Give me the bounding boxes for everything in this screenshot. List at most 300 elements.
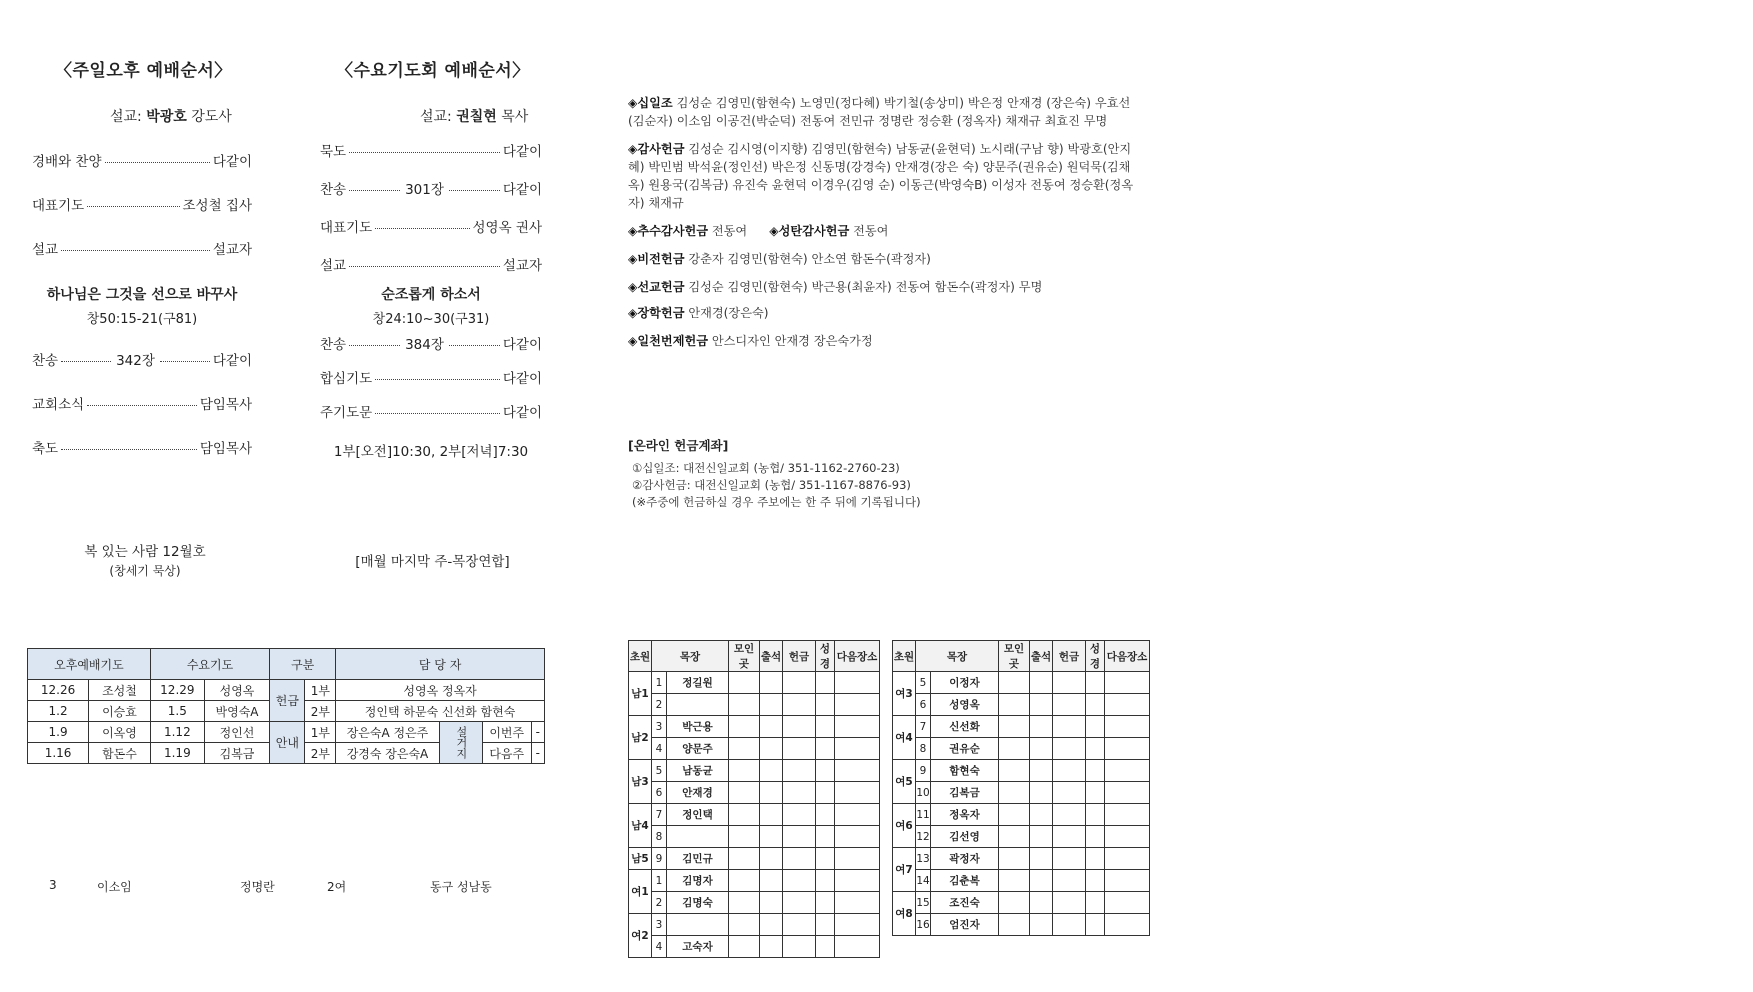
- attendance-header: 성경: [1086, 641, 1105, 672]
- dot-leader: [61, 449, 197, 450]
- table-row: [893, 760, 1150, 782]
- order-hymn: 301장: [405, 182, 444, 198]
- attendance-cell[interactable]: [760, 936, 783, 958]
- offerings-list: [628, 94, 1138, 350]
- table-row: [893, 694, 1150, 716]
- order-row: [320, 401, 542, 435]
- attendance-cell[interactable]: [816, 870, 835, 892]
- attendance-cell[interactable]: [1053, 760, 1086, 782]
- attendance-cell[interactable]: [1030, 716, 1053, 738]
- table-row: [629, 760, 880, 782]
- dot-leader: [375, 379, 500, 380]
- attendance-header: 목장: [916, 641, 999, 672]
- duty-header-person: 담 당 자: [336, 649, 545, 680]
- order-row: [320, 216, 542, 254]
- attendance-num: 8: [652, 826, 667, 848]
- order-row: [320, 333, 542, 367]
- attendance-cell[interactable]: [760, 782, 783, 804]
- attendance-cell[interactable]: [1086, 826, 1105, 848]
- attendance-leader: 정옥자: [931, 804, 999, 826]
- attendance-cell[interactable]: [783, 782, 816, 804]
- online-accounts: [628, 436, 1128, 511]
- attendance-leader: 조진숙: [931, 892, 999, 914]
- online-title: [온라인 헌금계좌]: [628, 438, 729, 453]
- attendance-cell[interactable]: [729, 760, 760, 782]
- attendance-cell[interactable]: [1086, 804, 1105, 826]
- attendance-cell[interactable]: [816, 848, 835, 870]
- attendance-leader: [667, 694, 729, 716]
- attendance-cell[interactable]: [1030, 914, 1053, 936]
- offering-label: ◈장학헌금: [628, 306, 685, 320]
- attendance-cell[interactable]: [760, 716, 783, 738]
- duty-header-row: [28, 649, 545, 680]
- attendance-cell[interactable]: [729, 936, 760, 958]
- attendance-cell[interactable]: [835, 870, 880, 892]
- attendance-cell[interactable]: [1030, 892, 1053, 914]
- attendance-cell[interactable]: [783, 760, 816, 782]
- attendance-cell[interactable]: [816, 672, 835, 694]
- attendance-cell[interactable]: [783, 826, 816, 848]
- attendance-cell[interactable]: [1105, 672, 1150, 694]
- attendance-cell[interactable]: [1105, 694, 1150, 716]
- offering-names: 안재경(장은숙): [688, 306, 769, 320]
- attendance-cell[interactable]: [783, 936, 816, 958]
- duty-name: 이옥영: [89, 722, 151, 743]
- order-leader: 다같이: [502, 182, 542, 198]
- attendance-num: 16: [916, 914, 931, 936]
- attendance-header: 다음장소: [835, 641, 880, 672]
- attendance-cell[interactable]: [729, 716, 760, 738]
- attendance-cell[interactable]: [760, 870, 783, 892]
- attendance-cell[interactable]: [999, 760, 1030, 782]
- order-row: [320, 140, 542, 178]
- duty-date: 12.29: [150, 680, 204, 701]
- attendance-leader: 김춘복: [931, 870, 999, 892]
- order-label: 주기도문: [320, 405, 373, 421]
- duty-dash: -: [531, 743, 544, 764]
- order-row: [32, 393, 252, 437]
- offering-label: ◈일천번제헌금: [628, 334, 709, 348]
- order-leader: 다같이: [502, 337, 542, 353]
- attendance-cell[interactable]: [816, 694, 835, 716]
- order-label: 대표기도: [320, 220, 373, 236]
- attendance-cell[interactable]: [1105, 914, 1150, 936]
- attendance-num: 11: [916, 804, 931, 826]
- attendance-cell[interactable]: [729, 914, 760, 936]
- attendance-group: 여8: [893, 892, 916, 936]
- service-times: 1부[오전]10:30, 2부[저녁]7:30: [333, 444, 529, 460]
- attendance-cell[interactable]: [1030, 870, 1053, 892]
- attendance-leader: 신선화: [931, 716, 999, 738]
- sunday-title: 〈주일오후 예배순서〉: [55, 61, 232, 81]
- attendance-cell[interactable]: [729, 694, 760, 716]
- attendance-cell[interactable]: [760, 760, 783, 782]
- attendance-cell[interactable]: [1053, 782, 1086, 804]
- attendance-cell[interactable]: [1086, 738, 1105, 760]
- table-row: [629, 716, 880, 738]
- attendance-cell[interactable]: [816, 738, 835, 760]
- attendance-table-left: [628, 640, 880, 958]
- attendance-cell[interactable]: [1086, 870, 1105, 892]
- table-row: [629, 694, 880, 716]
- duty-persons: 장은숙A 정은주: [336, 722, 440, 743]
- order-hymn: 342장: [116, 353, 155, 369]
- attendance-cell[interactable]: [1086, 694, 1105, 716]
- attendance-num: 5: [916, 672, 931, 694]
- duty-date: 1.16: [28, 743, 89, 764]
- attendance-cell[interactable]: [999, 848, 1030, 870]
- order-row: [32, 150, 252, 194]
- dot-leader: [87, 206, 179, 207]
- table-row: [893, 716, 1150, 738]
- duty-next-week: 다음주: [482, 743, 531, 764]
- attendance-cell[interactable]: [1105, 738, 1150, 760]
- table-row: [893, 870, 1150, 892]
- attendance-cell[interactable]: [1086, 782, 1105, 804]
- order-row: [32, 349, 252, 393]
- wednesday-message: [320, 284, 542, 327]
- attendance-cell[interactable]: [729, 870, 760, 892]
- table-row: [893, 914, 1150, 936]
- attendance-cell[interactable]: [760, 804, 783, 826]
- attendance-cell[interactable]: [729, 672, 760, 694]
- monthly-note: [매월 마지막 주-목장연합]: [355, 554, 510, 570]
- order-label: 합심기도: [320, 371, 373, 387]
- attendance-group: 여2: [629, 914, 652, 958]
- dot-leader: [349, 152, 500, 153]
- attendance-cell[interactable]: [783, 870, 816, 892]
- attendance-cell[interactable]: [1105, 826, 1150, 848]
- attendance-leader: 이정자: [931, 672, 999, 694]
- attendance-cell[interactable]: [783, 892, 816, 914]
- attendance-leader: 김명자: [667, 870, 729, 892]
- attendance-cell[interactable]: [1053, 914, 1086, 936]
- offering-label: ◈선교헌금: [628, 280, 685, 294]
- attendance-cell[interactable]: [1105, 716, 1150, 738]
- attendance-cell[interactable]: [999, 826, 1030, 848]
- dot-leader: [87, 405, 197, 406]
- attendance-table-right: [892, 640, 1150, 936]
- duty-table: [27, 648, 545, 764]
- wednesday-order-list: [320, 140, 542, 292]
- attendance-cell[interactable]: [1030, 782, 1053, 804]
- attendance-cell[interactable]: [760, 892, 783, 914]
- dot-leader: [61, 250, 210, 251]
- attendance-cell[interactable]: [783, 848, 816, 870]
- attendance-cell[interactable]: [1105, 782, 1150, 804]
- attendance-cell[interactable]: [835, 826, 880, 848]
- attendance-num: 13: [916, 848, 931, 870]
- order-label: 찬송: [32, 353, 59, 369]
- attendance-cell[interactable]: [760, 826, 783, 848]
- attendance-cell[interactable]: [816, 782, 835, 804]
- table-row: [893, 826, 1150, 848]
- attendance-leader: 양문주: [667, 738, 729, 760]
- wednesday-sermon: 설교: 권칠현 목사: [420, 109, 529, 125]
- table-row: [629, 738, 880, 760]
- attendance-leader: [667, 914, 729, 936]
- attendance-cell[interactable]: [999, 914, 1030, 936]
- attendance-cell[interactable]: [1053, 804, 1086, 826]
- attendance-cell[interactable]: [999, 870, 1030, 892]
- order-label: 경배와 찬양: [32, 154, 102, 170]
- attendance-num: 14: [916, 870, 931, 892]
- order-leader: 다같이: [502, 144, 542, 160]
- offering-names: 김성순 김영민(함현숙) 노영민(정다혜) 박기철(송상미) 박은정 안재경 (장은숙) 우효선(김순자) 이소임 이공건(박순덕) 전동여 전민규 정명란 정승환 (정옥자) 채재규 최효진 무명: [628, 96, 1131, 128]
- attendance-cell[interactable]: [835, 804, 880, 826]
- attendance-cell[interactable]: [816, 892, 835, 914]
- attendance-cell[interactable]: [999, 804, 1030, 826]
- attendance-cell[interactable]: [999, 694, 1030, 716]
- attendance-cell[interactable]: [835, 738, 880, 760]
- attendance-num: 10: [916, 782, 931, 804]
- duty-this-week: 이번주: [482, 722, 531, 743]
- offering-names: 김성순 김영민(함현숙) 박근용(최윤자) 전동여 함돈수(곽정자) 무명: [688, 280, 1043, 294]
- table-row: [893, 848, 1150, 870]
- table-row: [893, 672, 1150, 694]
- attendance-cell[interactable]: [783, 804, 816, 826]
- duty-name: 정인선: [204, 722, 269, 743]
- attendance-group: 남2: [629, 716, 652, 760]
- attendance-num: 6: [652, 782, 667, 804]
- attendance-cell[interactable]: [835, 914, 880, 936]
- attendance-cell[interactable]: [816, 914, 835, 936]
- attendance-group: 여1: [629, 870, 652, 914]
- duty-name: 김복금: [204, 743, 269, 764]
- offering-label: ◈성탄감사헌금: [769, 224, 850, 238]
- order-leader: 조성철 집사: [182, 198, 252, 214]
- attendance-cell[interactable]: [1086, 760, 1105, 782]
- order-hymn: 384장: [405, 337, 444, 353]
- attendance-group: 여3: [893, 672, 916, 716]
- attendance-header: 성경: [816, 641, 835, 672]
- order-leader: 다같이: [212, 353, 252, 369]
- attendance-header: 다음장소: [1105, 641, 1150, 672]
- table-row: [28, 722, 545, 743]
- attendance-cell[interactable]: [835, 892, 880, 914]
- offering-names: 강춘자 김영민(함현숙) 안소연 함돈수(곽정자): [688, 252, 931, 266]
- order-leader: 다같이: [502, 405, 542, 421]
- attendance-cell[interactable]: [835, 782, 880, 804]
- table-row: [629, 672, 880, 694]
- attendance-cell[interactable]: [1030, 826, 1053, 848]
- attendance-cell[interactable]: [999, 738, 1030, 760]
- attendance-cell[interactable]: [999, 672, 1030, 694]
- attendance-num: 4: [652, 738, 667, 760]
- footer-place: 동구 성남동: [430, 880, 492, 894]
- attendance-leader: 함현숙: [931, 760, 999, 782]
- attendance-header: 초원: [629, 641, 652, 672]
- offering-entry: [628, 250, 1138, 268]
- attendance-leader: 곽정자: [931, 848, 999, 870]
- attendance-leader: 김선영: [931, 826, 999, 848]
- attendance-cell[interactable]: [1030, 672, 1053, 694]
- attendance-num: 1: [652, 672, 667, 694]
- attendance-cell[interactable]: [835, 848, 880, 870]
- duty-persons: 정인택 하문숙 신선화 함현숙: [336, 701, 545, 722]
- attendance-leader: 박근용: [667, 716, 729, 738]
- sunday-message-title: 하나님은 그것을 선으로 바꾸사: [46, 287, 238, 303]
- attendance-leader: 엄진자: [931, 914, 999, 936]
- attendance-cell[interactable]: [1053, 694, 1086, 716]
- attendance-cell[interactable]: [729, 848, 760, 870]
- dot-leader: [375, 413, 500, 414]
- dot-leader: [375, 228, 469, 229]
- attendance-cell[interactable]: [1105, 870, 1150, 892]
- sunday-message: [22, 284, 262, 327]
- attendance-num: 8: [916, 738, 931, 760]
- order-leader: 다같이: [212, 154, 252, 170]
- attendance-cell[interactable]: [999, 892, 1030, 914]
- order-label: 찬송: [320, 337, 347, 353]
- sunday-sermon: 설교: 박광호 강도사: [110, 109, 232, 125]
- attendance-cell[interactable]: [783, 738, 816, 760]
- attendance-cell[interactable]: [1086, 848, 1105, 870]
- attendance-cell[interactable]: [999, 782, 1030, 804]
- attendance-cell[interactable]: [729, 892, 760, 914]
- attendance-cell[interactable]: [760, 672, 783, 694]
- offering-label: ◈십일조: [628, 96, 673, 110]
- attendance-header-row: [629, 641, 880, 672]
- attendance-cell[interactable]: [816, 826, 835, 848]
- order-row: [32, 437, 252, 481]
- attendance-cell[interactable]: [816, 716, 835, 738]
- attendance-cell[interactable]: [729, 738, 760, 760]
- duty-date: 12.26: [28, 680, 89, 701]
- attendance-cell[interactable]: [783, 694, 816, 716]
- attendance-cell[interactable]: [816, 760, 835, 782]
- attendance-num: 3: [652, 914, 667, 936]
- attendance-group: 여4: [893, 716, 916, 760]
- attendance-header: 헌금: [783, 641, 816, 672]
- attendance-cell[interactable]: [1105, 760, 1150, 782]
- attendance-header: 모인곳: [999, 641, 1030, 672]
- attendance-cell[interactable]: [1030, 694, 1053, 716]
- order-label: 설교: [320, 258, 347, 274]
- attendance-cell[interactable]: [835, 694, 880, 716]
- attendance-group: 남1: [629, 672, 652, 716]
- table-row: [629, 936, 880, 958]
- attendance-cell[interactable]: [835, 760, 880, 782]
- dot-leader: [449, 345, 500, 346]
- table-row: [893, 782, 1150, 804]
- attendance-cell[interactable]: [1053, 870, 1086, 892]
- attendance-cell[interactable]: [999, 716, 1030, 738]
- attendance-cell[interactable]: [1053, 672, 1086, 694]
- attendance-cell[interactable]: [1086, 716, 1105, 738]
- attendance-cell[interactable]: [816, 936, 835, 958]
- footer-num: 3: [49, 878, 57, 892]
- attendance-leader: 김민규: [667, 848, 729, 870]
- attendance-cell[interactable]: [1105, 804, 1150, 826]
- online-line-3: (※주중에 헌금하실 경우 주보에는 한 주 뒤에 기록됩니다): [632, 495, 921, 509]
- online-line-1: ①십일조: 대전신일교회 (농협/ 351-1162-2760-23): [632, 461, 900, 475]
- sunday-order-list: [32, 150, 252, 282]
- attendance-cell[interactable]: [760, 914, 783, 936]
- online-line-2: ②감사헌금: 대전신일교회 (농협/ 351-1167-8876-93): [632, 478, 911, 492]
- sunday-message-ref: 창50:15-21(구81): [86, 312, 198, 327]
- attendance-num: 9: [652, 848, 667, 870]
- attendance-cell[interactable]: [729, 804, 760, 826]
- attendance-cell[interactable]: [760, 738, 783, 760]
- attendance-cell[interactable]: [1053, 892, 1086, 914]
- attendance-cell[interactable]: [729, 782, 760, 804]
- wednesday-order-list-2: [320, 333, 542, 435]
- attendance-cell[interactable]: [783, 914, 816, 936]
- attendance-leader: 안재경: [667, 782, 729, 804]
- attendance-leader: 정길원: [667, 672, 729, 694]
- dot-leader: [160, 361, 210, 362]
- duty-persons: 강경숙 장은숙A: [336, 743, 440, 764]
- table-row: [629, 914, 880, 936]
- order-row: [32, 238, 252, 282]
- attendance-cell[interactable]: [1105, 892, 1150, 914]
- attendance-cell[interactable]: [783, 672, 816, 694]
- attendance-num: 1: [652, 870, 667, 892]
- attendance-cell[interactable]: [1030, 848, 1053, 870]
- attendance-group: 남5: [629, 848, 652, 870]
- attendance-num: 4: [652, 936, 667, 958]
- duty-part: 1부: [305, 680, 336, 701]
- dot-leader: [449, 190, 500, 191]
- attendance-cell[interactable]: [835, 936, 880, 958]
- attendance-leader: 김명숙: [667, 892, 729, 914]
- attendance-cell[interactable]: [1105, 848, 1150, 870]
- offering-entry: [628, 140, 1138, 212]
- attendance-cell[interactable]: [1053, 716, 1086, 738]
- offering-names: 안스디자인 안재경 장은숙가정: [711, 334, 873, 348]
- duty-persons: 성영옥 정옥자: [336, 680, 545, 701]
- attendance-cell[interactable]: [760, 848, 783, 870]
- order-leader: 설교자: [502, 258, 542, 274]
- attendance-group: 여6: [893, 804, 916, 848]
- attendance-num: 3: [652, 716, 667, 738]
- attendance-cell[interactable]: [1086, 672, 1105, 694]
- duty-dash: -: [531, 722, 544, 743]
- dot-leader: [61, 361, 111, 362]
- order-row: [32, 194, 252, 238]
- offering-entry: [628, 304, 1138, 322]
- attendance-cell[interactable]: [1053, 738, 1086, 760]
- attendance-cell[interactable]: [1086, 892, 1105, 914]
- attendance-header-row: [893, 641, 1150, 672]
- attendance-cell[interactable]: [1030, 738, 1053, 760]
- attendance-num: 6: [916, 694, 931, 716]
- duty-setup-label: 설거지: [439, 722, 482, 764]
- attendance-cell[interactable]: [1086, 914, 1105, 936]
- attendance-cell[interactable]: [835, 672, 880, 694]
- table-row: [893, 804, 1150, 826]
- attendance-cell[interactable]: [835, 716, 880, 738]
- order-label: 묵도: [320, 144, 347, 160]
- duty-group-guide: 안내: [270, 722, 305, 764]
- attendance-cell[interactable]: [1053, 826, 1086, 848]
- attendance-group: 여5: [893, 760, 916, 804]
- table-row: [629, 870, 880, 892]
- attendance-num: 15: [916, 892, 931, 914]
- attendance-cell[interactable]: [783, 716, 816, 738]
- attendance-cell[interactable]: [1053, 848, 1086, 870]
- order-label: 설교: [32, 242, 59, 258]
- table-row: [629, 782, 880, 804]
- attendance-cell[interactable]: [729, 826, 760, 848]
- attendance-cell[interactable]: [1030, 804, 1053, 826]
- attendance-leader: [667, 826, 729, 848]
- attendance-cell[interactable]: [1030, 760, 1053, 782]
- attendance-cell[interactable]: [816, 804, 835, 826]
- attendance-cell[interactable]: [760, 694, 783, 716]
- blessed-people: [40, 540, 250, 579]
